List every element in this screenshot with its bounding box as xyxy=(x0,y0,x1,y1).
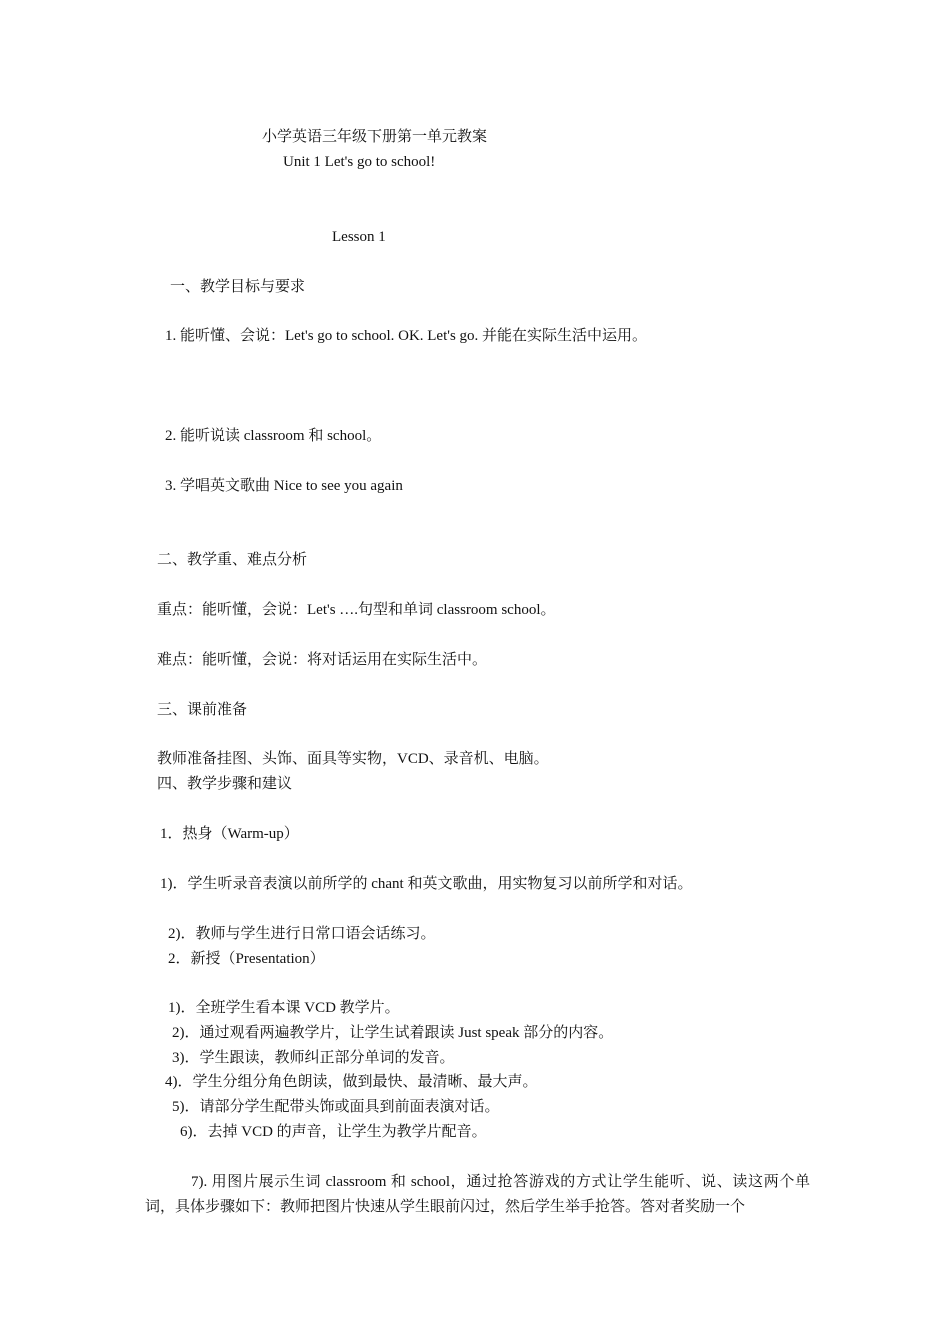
section4-heading: 四、教学步骤和建议 xyxy=(157,776,293,792)
section2-heading: 二、教学重、难点分析 xyxy=(157,552,308,568)
presentation-item-1: 1)．全班学生看本课 VCD 教学片。 xyxy=(168,1000,400,1016)
objective-item-3: 3. 学唱英文歌曲 Nice to see you again xyxy=(165,478,403,494)
warmup-item-1: 1)．学生听录音表演以前所学的 chant 和英文歌曲，用实物复习以前所学和对话。 xyxy=(160,876,693,892)
presentation-item-6: 6)．去掉 VCD 的声音，让学生为教学片配音。 xyxy=(180,1124,487,1140)
presentation-item-5: 5)．请部分学生配带头饰或面具到前面表演对话。 xyxy=(172,1099,500,1115)
section3-heading: 三、课前准备 xyxy=(157,702,248,718)
document-title-cn: 小学英语三年级下册第一单元教案 xyxy=(262,129,488,145)
presentation-item-4: 4)．学生分组分角色朗读，做到最快、最清晰、最大声。 xyxy=(165,1074,538,1090)
presentation-item-3: 3)．学生跟读，教师纠正部分单词的发音。 xyxy=(172,1050,455,1066)
document-title-en: Unit 1 Let's go to school! xyxy=(283,154,436,170)
warmup-heading: 1．热身（Warm-up） xyxy=(160,826,299,842)
objective-item-2: 2. 能听说读 classroom 和 school。 xyxy=(165,428,382,444)
preparation-content: 教师准备挂图、头饰、面具等实物，VCD、录音机、电脑。 xyxy=(157,751,549,767)
key-point: 重点：能听懂，会说：Let's ….句型和单词 classroom school。 xyxy=(157,602,556,618)
objective-item-1: 1. 能听懂、会说：Let's go to school. OK. Let's go. 并能在实际生活中运用。 xyxy=(165,328,648,344)
section1-heading: 一、教学目标与要求 xyxy=(170,279,306,295)
presentation-heading: 2．新授（Presentation） xyxy=(168,951,325,967)
lesson-heading: Lesson 1 xyxy=(332,229,386,245)
presentation-item-2: 2)．通过观看两遍教学片，让学生试着跟读 Just speak 部分的内容。 xyxy=(172,1025,614,1041)
difficulty-point: 难点：能听懂，会说：将对话运用在实际生活中。 xyxy=(157,652,488,668)
warmup-item-2: 2)．教师与学生进行日常口语会话练习。 xyxy=(168,926,436,942)
presentation-item-7: 7). 用图片展示生词 classroom 和 school，通过抢答游戏的方式让学生能听、说、读这两个单词，具体步骤如下：教师把图片快速从学生眼前闪过，然后学生举手抢答。答对者奖励一个 xyxy=(145,1174,810,1215)
